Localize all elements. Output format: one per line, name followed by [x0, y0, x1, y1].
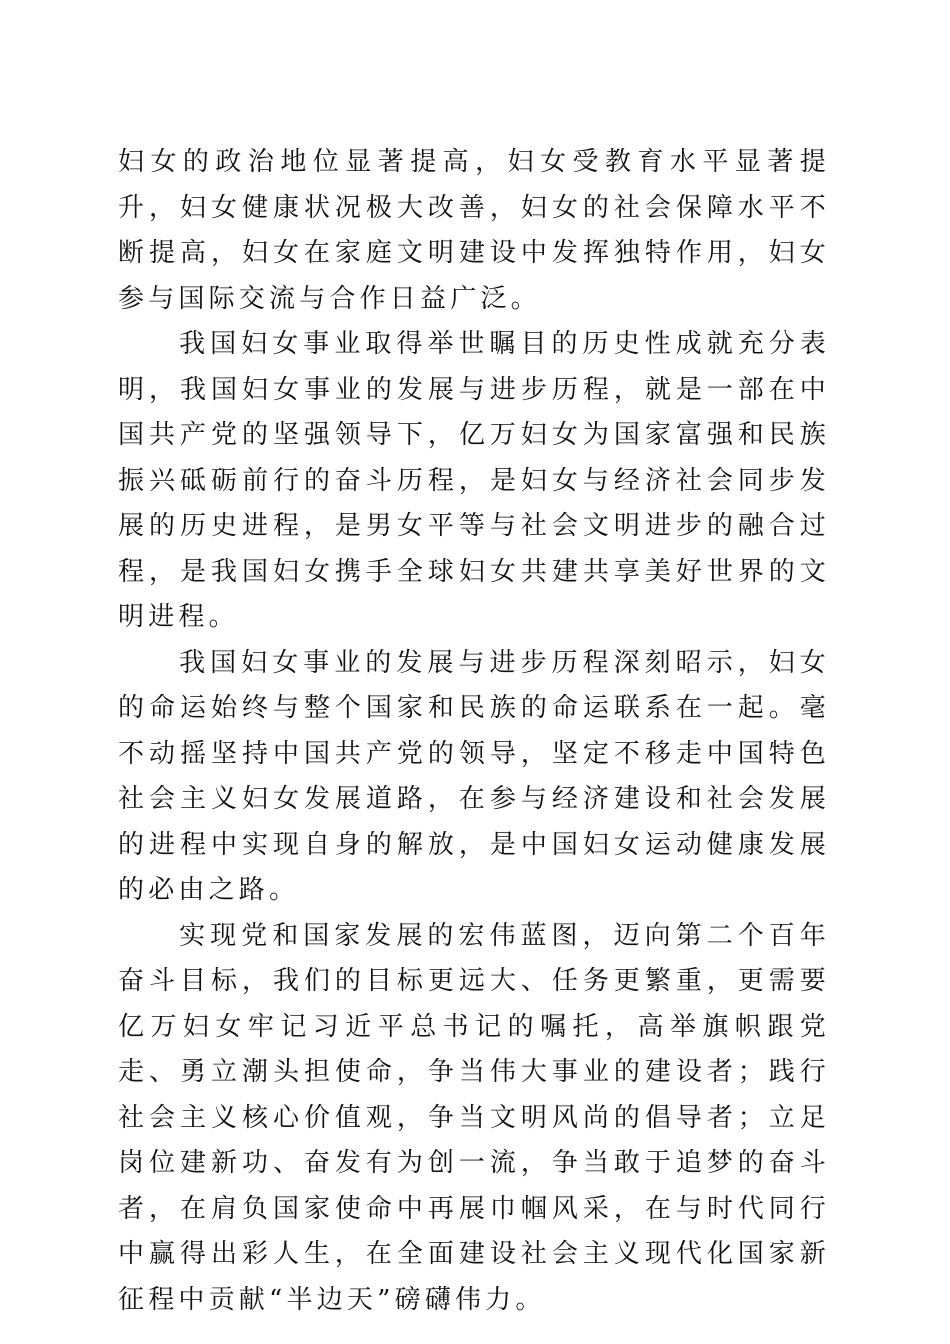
paragraph-3: 我国妇女事业的发展与进步历程深刻昭示，妇女的命运始终与整个国家和民族的命运联系在一起。毫不动摇坚持中国共产党的领导，坚定不移走中国特色社会主义妇女发展道路，在参与经济建设和社会发展的进程中实现自身的解放，是中国妇女运动健康发展的必由之路。: [118, 647, 830, 905]
paragraph-1: 妇女的政治地位显著提高，妇女受教育水平显著提升，妇女健康状况极大改善，妇女的社会保障水平不断提高，妇女在家庭文明建设中发挥独特作用，妇女参与国际交流与合作日益广泛。: [118, 147, 830, 314]
paragraph-4: 实现党和国家发展的宏伟蓝图，迈向第二个百年奋斗目标，我们的目标更远大、任务更繁重，更需要亿万妇女牢记习近平总书记的嘱托，高举旗帜跟党走、勇立潮头担使命，争当伟大事业的建设者；践行社会主义核心价值观，争当文明风尚的倡导者；立足岗位建新功、奋发有为创一流，争当敢于追梦的奋斗者，在肩负国家使命中再展巾帼风采，在与时代同行中赢得出彩人生，在全面建设社会主义现代化国家新征程中贡献“半边天”磅礴伟力。: [118, 920, 830, 1315]
body-text: [118, 140, 830, 1323]
paragraph-2: 我国妇女事业取得举世瞩目的历史性成就充分表明，我国妇女事业的发展与进步历程，就是一部在中国共产党的坚强领导下，亿万妇女为国家富强和民族振兴砥砺前行的奋斗历程，是妇女与经济社会同步发展的历史进程，是男女平等与社会文明进步的融合过程，是我国妇女携手全球妇女共建共享美好世界的文明进程。: [118, 329, 830, 632]
